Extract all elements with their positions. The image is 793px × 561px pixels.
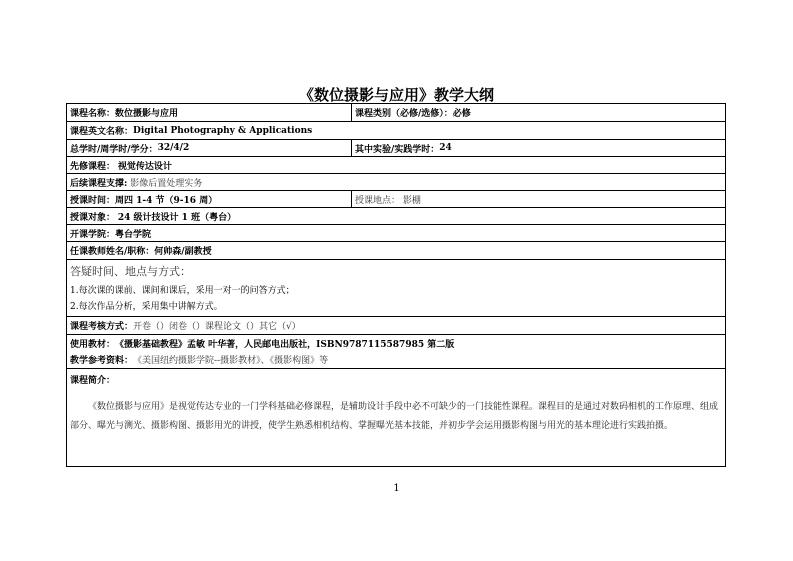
label: 总学时/周学时/学分： bbox=[70, 144, 158, 155]
page-title: 《数位摄影与应用》教学大纲 bbox=[298, 86, 494, 104]
label: 先修课程： bbox=[70, 161, 116, 172]
label: 课程英文名称： bbox=[70, 127, 134, 137]
value: 开卷（）闭卷（）课程论文（）其它（√） bbox=[133, 322, 301, 332]
label: 任课教师姓名/职称： bbox=[70, 247, 155, 257]
row-course-name bbox=[67, 104, 725, 121]
row-followup bbox=[67, 173, 725, 190]
row-intro bbox=[67, 368, 725, 466]
qa-item: 2.每次作品分析，采用集中讲解方式。 bbox=[70, 302, 223, 312]
row-references bbox=[67, 351, 725, 368]
value: 粤台学院 bbox=[115, 229, 152, 240]
value: 24 级计技设计 1 班（粤台） bbox=[117, 212, 237, 223]
label: 授课对象： bbox=[70, 212, 116, 223]
label: 其中实验/实践学时： bbox=[355, 144, 440, 155]
row-prereq bbox=[67, 156, 725, 173]
value: 视觉传达设计 bbox=[117, 161, 172, 172]
value: 《摄影基础教程》孟敏 叶华著，人民邮电出版社，ISBN9787115587985 第二版 bbox=[115, 339, 455, 350]
intro-text: 《数位摄影与应用》是视觉传达专业的一门学科基础必修课程，是辅助设计手段中必不可缺少的一门技能性课程。课程目的是通过对数码相机的工作原理、组成部分、曝光与测光、摄影构图、摄影用光的讲授，使学生熟悉相机结构、掌握曝光基本技能，并初步学会运用摄影构图与用光的基本理论进行实践拍摄。 bbox=[70, 402, 719, 431]
value: 影棚 bbox=[402, 195, 421, 206]
label: 授课地点： bbox=[355, 195, 401, 206]
value: 周四 1-4 节（9-16 周） bbox=[115, 195, 218, 206]
value: Digital Photography & Applications bbox=[133, 125, 313, 136]
value: 32/4/2 bbox=[157, 143, 190, 153]
value: 必修 bbox=[452, 109, 471, 119]
qa-heading: 答疑时间、地点与方式： bbox=[70, 265, 191, 278]
label: 课程类别（必修/选修）： bbox=[355, 109, 453, 119]
syllabus-table bbox=[66, 103, 726, 467]
row-time-place bbox=[67, 190, 725, 207]
row-english-name bbox=[67, 121, 725, 139]
qa-item: 1.每次课的课前、课间和课后，采用一对一的问答方式； bbox=[70, 286, 295, 296]
value: 何帅森/副教授 bbox=[154, 247, 212, 257]
row-college bbox=[67, 224, 725, 241]
label: 使用教材： bbox=[70, 339, 116, 350]
row-audience bbox=[67, 207, 725, 224]
row-hours bbox=[67, 139, 725, 156]
value: 数位摄影与应用 bbox=[115, 109, 179, 119]
label: 后续课程支撑: bbox=[70, 178, 128, 189]
label: 教学参考资料： bbox=[70, 356, 134, 366]
label: 授课时间： bbox=[70, 195, 116, 206]
label: 课程考核方式： bbox=[70, 322, 134, 332]
intro-heading: 课程简介： bbox=[70, 376, 116, 386]
row-qa bbox=[67, 259, 725, 316]
row-teacher bbox=[67, 241, 725, 259]
row-textbook bbox=[67, 334, 725, 351]
value: 24 bbox=[439, 143, 452, 153]
row-assessment bbox=[67, 316, 725, 334]
value: 影像后置处理实务 bbox=[130, 178, 203, 189]
value: 《美国纽约摄影学院--摄影教材》、《摄影构图》等 bbox=[133, 356, 329, 366]
label: 开课学院： bbox=[70, 229, 116, 240]
page-number: 1 bbox=[393, 483, 400, 494]
label: 课程名称： bbox=[70, 109, 116, 119]
